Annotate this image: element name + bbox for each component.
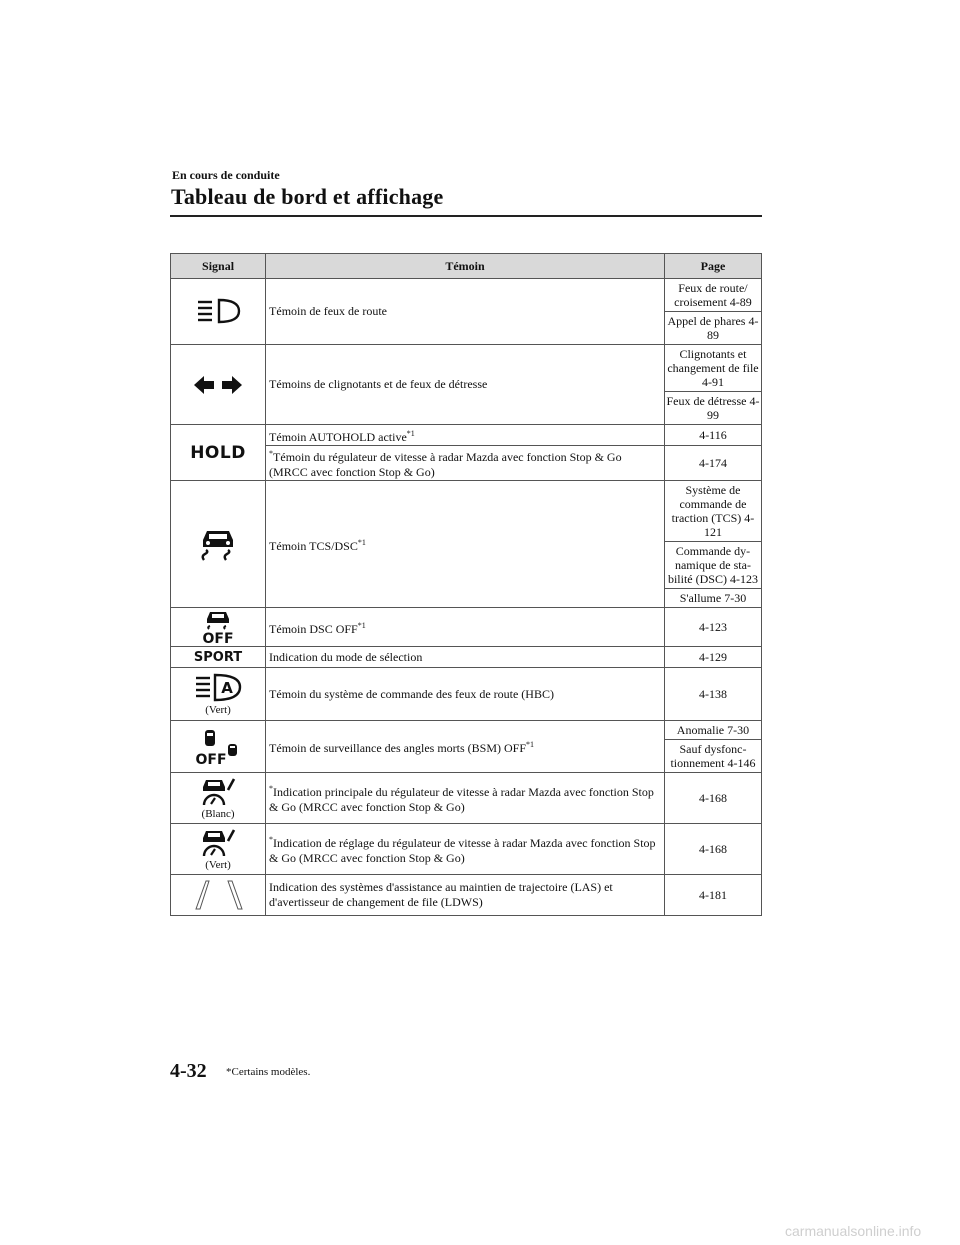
footnote-mark: *1 [357, 620, 366, 630]
table-row [171, 608, 762, 647]
page-cell: 4-174 [664, 446, 761, 481]
page-cell: 4-168 [664, 824, 761, 875]
footnote-mark: *1 [357, 537, 366, 547]
signal-cell [171, 481, 266, 608]
temoin-cell [266, 446, 665, 481]
temoin-text: Témoin AUTOHOLD active [269, 429, 407, 444]
signal-cell [171, 773, 266, 824]
temoin-cell: Indication des systèmes d'assistance au maintien de trajectoire (LAS) et d'avertisseur de changement de file (LDWS) [266, 875, 665, 916]
page-number: 4-32 [170, 1060, 207, 1082]
hbc-icon [194, 673, 242, 703]
footnote: *Certains modèles. [226, 1066, 311, 1078]
table-row [171, 824, 762, 875]
hold-icon-text: HOLD [190, 442, 246, 463]
header-signal: Signal [171, 254, 266, 279]
footnote-star: * [269, 784, 274, 793]
page-cell: Feux de détresse 4-99 [664, 392, 761, 425]
footnote-mark: *1 [406, 428, 415, 438]
dsc-off-icon-text: OFF [202, 631, 234, 644]
table-header-row [171, 254, 762, 279]
table-row [171, 668, 762, 721]
table-row [171, 279, 762, 312]
temoin-text: Témoin DSC OFF [269, 621, 358, 636]
high-beam-icon [194, 297, 242, 327]
sport-icon [171, 650, 265, 665]
sport-icon-text: SPORT [193, 649, 243, 665]
temoin-text: Indication de réglage du régulateur de vitesse à radar Mazda avec fonction Stop & Go (MRCC avec fonction Stop & Go) [269, 836, 656, 865]
header-page: Page [664, 254, 761, 279]
temoin-cell: Témoin de feux de route [266, 279, 665, 345]
signal-caption: (Blanc) [201, 807, 235, 820]
table-row [171, 425, 762, 446]
bsm-off-icon [195, 728, 241, 766]
page-cell: 4-116 [664, 425, 761, 446]
signal-cell [171, 875, 266, 916]
mrcc-main-icon [196, 777, 240, 807]
signal-caption: (Vert) [205, 703, 231, 716]
watermark: carmanualsonline.info [785, 1223, 922, 1239]
page-cell: Clignotants et changement de file 4-91 [664, 345, 761, 392]
lane-lines-icon [190, 879, 246, 911]
mrcc-set-icon [196, 828, 240, 858]
hold-icon [171, 443, 265, 463]
bsm-off-icon-text: OFF [195, 751, 227, 766]
header-temoin: Témoin [266, 254, 665, 279]
temoin-text: Témoin TCS/DSC [269, 538, 358, 553]
temoin-cell [266, 481, 665, 608]
page-cell: Commande dy- namique de sta- bilité (DSC) 4-123 [664, 542, 761, 589]
footnote-star: * [269, 835, 274, 844]
section-label: En cours de conduite [172, 168, 280, 182]
table-row [171, 875, 762, 916]
dsc-off-icon [196, 610, 240, 644]
signal-cell [171, 345, 266, 425]
signal-cell [171, 425, 266, 481]
table-row [171, 721, 762, 740]
page-cell: 4-181 [664, 875, 761, 916]
signal-cell [171, 608, 266, 647]
table-row [171, 481, 762, 542]
hbc-icon-text: A [221, 678, 233, 697]
indicator-table [170, 253, 762, 916]
temoin-cell: Indication du mode de sélection [266, 647, 665, 668]
page-cell: Feux de route/ croisement 4-89 [664, 279, 761, 312]
page-cell: S'allume 7-30 [664, 589, 761, 608]
temoin-cell [266, 824, 665, 875]
table-row [171, 345, 762, 392]
footnote-mark: *1 [526, 740, 535, 749]
temoin-cell [266, 721, 665, 773]
signal-cell [171, 668, 266, 721]
temoin-cell: Témoin du système de commande des feux de route (HBC) [266, 668, 665, 721]
page-cell: 4-123 [664, 608, 761, 647]
temoin-text: Témoin de surveillance des angles morts (BSM) OFF [269, 741, 527, 755]
signal-cell [171, 647, 266, 668]
temoin-cell [266, 773, 665, 824]
table-row [171, 647, 762, 668]
signal-cell [171, 279, 266, 345]
temoin-cell: Témoins de clignotants et de feux de détresse [266, 345, 665, 425]
page-cell: 4-129 [664, 647, 761, 668]
page-cell: 4-138 [664, 668, 761, 721]
footnote-star: * [269, 449, 274, 458]
signal-cell [171, 824, 266, 875]
title-rule [170, 215, 762, 217]
signal-cell [171, 721, 266, 773]
page-cell: 4-168 [664, 773, 761, 824]
page-title: Tableau de bord et affichage [171, 184, 444, 209]
table-row [171, 773, 762, 824]
signal-caption: (Vert) [205, 858, 231, 871]
page-cell: Système de commande de traction (TCS) 4-121 [664, 481, 761, 542]
temoin-text: Indication principale du régulateur de vitesse à radar Mazda avec fonction Stop & Go (MRCC avec fonction Stop & Go) [269, 785, 654, 814]
page-cell: Sauf dysfonc- tionnement 4-146 [664, 740, 761, 773]
temoin-cell [266, 608, 665, 647]
page-cell: Anomalie 7-30 [664, 721, 761, 740]
temoin-text: Témoin du régulateur de vitesse à radar Mazda avec fonction Stop & Go (MRCC avec fonction Stop & Go) [269, 450, 622, 479]
turn-signal-arrows-icon [192, 373, 244, 397]
temoin-cell [266, 425, 665, 446]
page-cell: Appel de phares 4-89 [664, 312, 761, 345]
tcs-dsc-car-icon [198, 526, 238, 562]
